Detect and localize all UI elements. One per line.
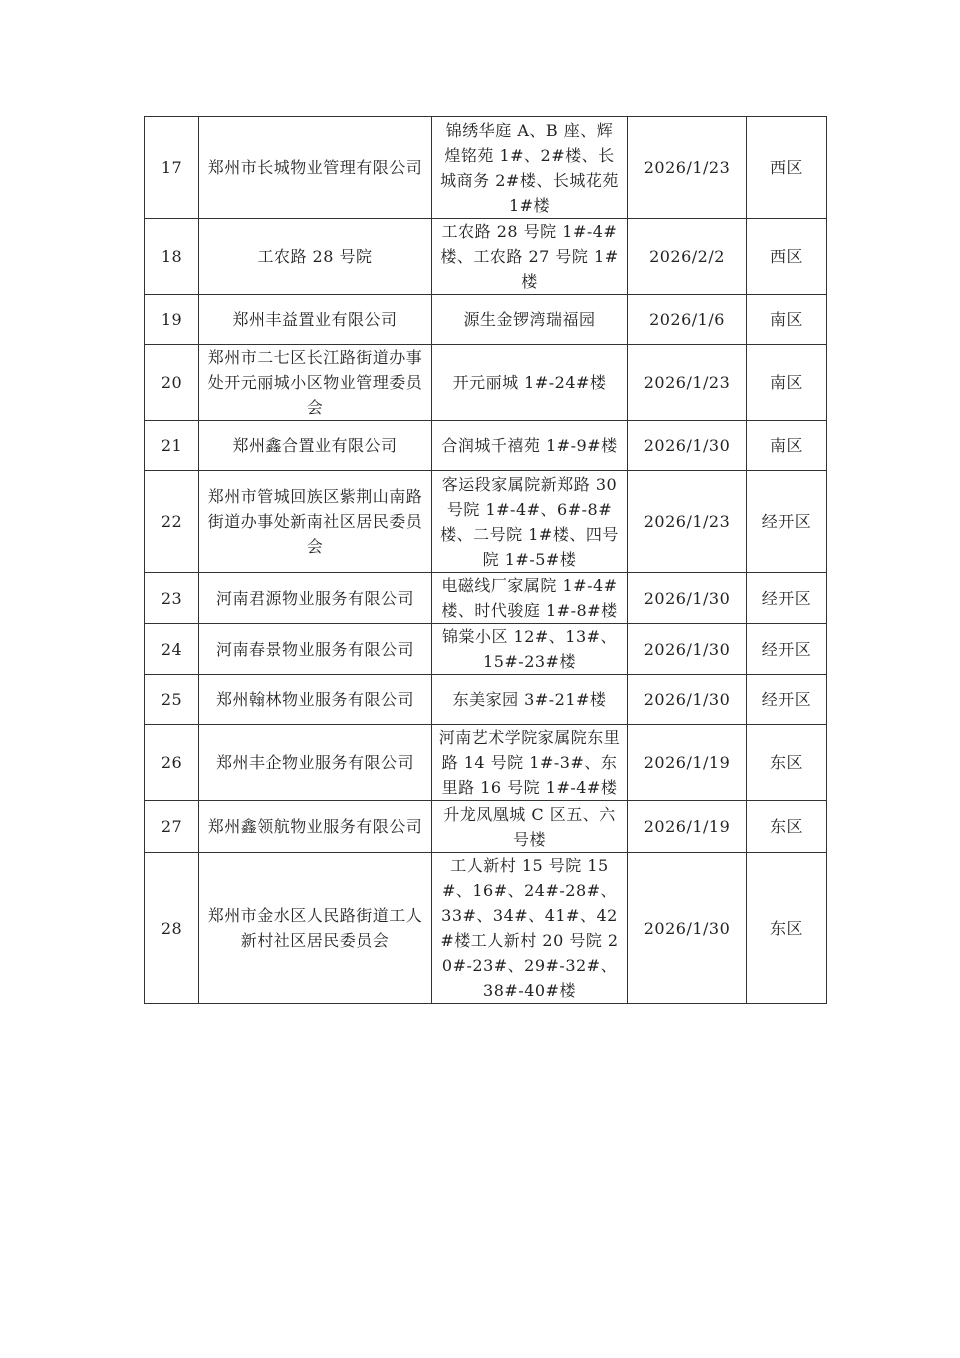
unit-name: 郑州市金水区人民路街道工人新村社区居民委员会: [199, 853, 432, 1004]
area-cell: 东区: [747, 725, 827, 801]
unit-name: 郑州市二七区长江路街道办事处开元丽城小区物业管理委员会: [199, 345, 432, 421]
table-row: [145, 219, 827, 295]
row-number: 17: [145, 117, 199, 219]
unit-name: 郑州鑫领航物业服务有限公司: [199, 801, 432, 853]
table-row: [145, 345, 827, 421]
property-scope: 工人新村 15 号院 15#、16#、24#-28#、33#、34#、41#、42#楼工人新村 20 号院 20#-23#、29#-32#、38#-40#楼: [432, 853, 628, 1004]
area-cell: 南区: [747, 295, 827, 345]
table-row: [145, 471, 827, 573]
table-row: [145, 801, 827, 853]
property-scope: 源生金锣湾瑞福园: [432, 295, 628, 345]
table-row: [145, 624, 827, 675]
property-scope: 电磁线厂家属院 1#-4#楼、时代骏庭 1#-8#楼: [432, 573, 628, 624]
row-number: 26: [145, 725, 199, 801]
table-row: [145, 295, 827, 345]
area-cell: 经开区: [747, 573, 827, 624]
row-number: 22: [145, 471, 199, 573]
row-number: 20: [145, 345, 199, 421]
area-cell: 西区: [747, 219, 827, 295]
date-cell: 2026/1/30: [628, 421, 747, 471]
area-cell: 东区: [747, 853, 827, 1004]
area-cell: 经开区: [747, 471, 827, 573]
table-row: [145, 573, 827, 624]
date-cell: 2026/1/23: [628, 345, 747, 421]
area-cell: 经开区: [747, 624, 827, 675]
row-number: 24: [145, 624, 199, 675]
row-number: 25: [145, 675, 199, 725]
area-cell: 西区: [747, 117, 827, 219]
property-scope: 河南艺术学院家属院东里路 14 号院 1#-3#、东里路 16 号院 1#-4#楼: [432, 725, 628, 801]
row-number: 23: [145, 573, 199, 624]
table-row: [145, 117, 827, 219]
row-number: 18: [145, 219, 199, 295]
row-number: 21: [145, 421, 199, 471]
row-number: 19: [145, 295, 199, 345]
table-row: [145, 725, 827, 801]
date-cell: 2026/1/30: [628, 573, 747, 624]
unit-name: 郑州鑫合置业有限公司: [199, 421, 432, 471]
date-cell: 2026/1/30: [628, 675, 747, 725]
property-scope: 东美家园 3#-21#楼: [432, 675, 628, 725]
area-cell: 东区: [747, 801, 827, 853]
property-scope: 升龙凤凰城 C 区五、六号楼: [432, 801, 628, 853]
unit-name: 郑州丰益置业有限公司: [199, 295, 432, 345]
property-scope: 合润城千禧苑 1#-9#楼: [432, 421, 628, 471]
property-scope: 开元丽城 1#-24#楼: [432, 345, 628, 421]
date-cell: 2026/2/2: [628, 219, 747, 295]
area-cell: 南区: [747, 345, 827, 421]
unit-name: 郑州市长城物业管理有限公司: [199, 117, 432, 219]
unit-name: 河南君源物业服务有限公司: [199, 573, 432, 624]
row-number: 27: [145, 801, 199, 853]
date-cell: 2026/1/30: [628, 624, 747, 675]
unit-name: 郑州翰林物业服务有限公司: [199, 675, 432, 725]
table-row: [145, 853, 827, 1004]
date-cell: 2026/1/6: [628, 295, 747, 345]
property-scope: 客运段家属院新郑路 30 号院 1#-4#、6#-8#楼、二号院 1#楼、四号院 1#-5#楼: [432, 471, 628, 573]
area-cell: 经开区: [747, 675, 827, 725]
table-row: [145, 675, 827, 725]
unit-name: 郑州丰企物业服务有限公司: [199, 725, 432, 801]
row-number: 28: [145, 853, 199, 1004]
date-cell: 2026/1/19: [628, 725, 747, 801]
date-cell: 2026/1/30: [628, 853, 747, 1004]
unit-name: 郑州市管城回族区紫荆山南路街道办事处新南社区居民委员会: [199, 471, 432, 573]
property-scope: 锦绣华庭 A、B 座、辉煌铭苑 1#、2#楼、长城商务 2#楼、长城花苑 1#楼: [432, 117, 628, 219]
table-row: [145, 421, 827, 471]
unit-name: 工农路 28 号院: [199, 219, 432, 295]
date-cell: 2026/1/23: [628, 117, 747, 219]
property-scope: 工农路 28 号院 1#-4#楼、工农路 27 号院 1#楼: [432, 219, 628, 295]
area-cell: 南区: [747, 421, 827, 471]
unit-name: 河南春景物业服务有限公司: [199, 624, 432, 675]
property-scope: 锦棠小区 12#、13#、15#-23#楼: [432, 624, 628, 675]
date-cell: 2026/1/23: [628, 471, 747, 573]
property-table: [144, 116, 827, 1004]
date-cell: 2026/1/19: [628, 801, 747, 853]
